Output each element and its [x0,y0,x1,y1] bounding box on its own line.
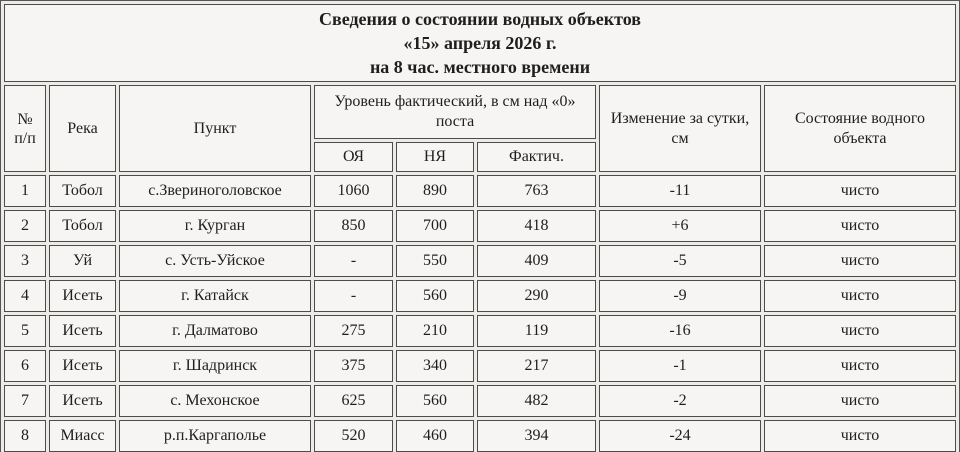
cell-change: -2 [599,385,761,417]
report-title-line3: на 8 час. местного времени [369,57,591,77]
report-title-line2: «15» апреля 2026 г. [403,33,557,53]
cell-nya: 700 [396,210,474,242]
cell-change: -1 [599,350,761,382]
column-header-level-group: Уровень фактический, в см над «0» поста [314,85,596,139]
cell-point: г. Катайск [119,280,311,312]
cell-nya: 560 [396,385,474,417]
report-title-cell [4,4,956,82]
cell-oya: - [314,280,393,312]
cell-oya: 275 [314,315,393,347]
table-row [4,245,956,277]
cell-status: чисто [764,315,956,347]
cell-oya: 375 [314,350,393,382]
cell-nya: 460 [396,420,474,452]
cell-fact: 763 [477,175,596,207]
cell-river: Тобол [49,210,116,242]
cell-fact: 418 [477,210,596,242]
cell-nya: 560 [396,280,474,312]
cell-river: Исеть [49,350,116,382]
cell-nya: 210 [396,315,474,347]
cell-oya: 625 [314,385,393,417]
cell-status: чисто [764,385,956,417]
cell-status: чисто [764,420,956,452]
report-title-line1: Сведения о состоянии водных объектов [318,9,642,29]
cell-status: чисто [764,210,956,242]
cell-river: Уй [49,245,116,277]
cell-oya: - [314,245,393,277]
cell-oya: 1060 [314,175,393,207]
cell-point: с.Звериноголовское [119,175,311,207]
cell-nya: 890 [396,175,474,207]
cell-num: 6 [4,350,46,382]
cell-fact: 409 [477,245,596,277]
cell-num: 4 [4,280,46,312]
cell-fact: 119 [477,315,596,347]
cell-point: г. Курган [119,210,311,242]
cell-change: -24 [599,420,761,452]
cell-oya: 850 [314,210,393,242]
cell-river: Исеть [49,315,116,347]
cell-fact: 482 [477,385,596,417]
table-row [4,280,956,312]
cell-change: -5 [599,245,761,277]
column-header-num-line1: № [17,110,33,128]
cell-status: чисто [764,175,956,207]
cell-num: 8 [4,420,46,452]
cell-river: Исеть [49,280,116,312]
cell-point: с. Мехонское [119,385,311,417]
cell-change: +6 [599,210,761,242]
table-row [4,210,956,242]
cell-river: Миасс [49,420,116,452]
column-header-fact: Фактич. [477,142,596,172]
cell-status: чисто [764,350,956,382]
column-header-river: Река [49,85,116,172]
column-header-num-line2: п/п [14,129,36,147]
column-header-point: Пункт [119,85,311,172]
cell-point: г. Далматово [119,315,311,347]
column-header-change: Изменение за сутки, см [599,85,761,172]
cell-nya: 340 [396,350,474,382]
column-header-oya: ОЯ [314,142,393,172]
table-row [4,315,956,347]
table-row [4,420,956,452]
cell-num: 1 [4,175,46,207]
cell-fact: 290 [477,280,596,312]
cell-num: 7 [4,385,46,417]
cell-point: с. Усть-Уйское [119,245,311,277]
table-row [4,385,956,417]
cell-change: -9 [599,280,761,312]
column-header-nya: НЯ [396,142,474,172]
table-row [4,175,956,207]
report-title-row [4,4,956,82]
cell-status: чисто [764,280,956,312]
cell-change: -16 [599,315,761,347]
cell-nya: 550 [396,245,474,277]
cell-point: г. Шадринск [119,350,311,382]
cell-num: 3 [4,245,46,277]
column-header-status: Состояние водного объекта [764,85,956,172]
cell-status: чисто [764,245,956,277]
table-header-row-main [4,85,956,139]
cell-point: р.п.Каргаполье [119,420,311,452]
cell-num: 5 [4,315,46,347]
table-row [4,350,956,382]
column-header-num [4,85,46,172]
cell-fact: 394 [477,420,596,452]
cell-oya: 520 [314,420,393,452]
cell-river: Тобол [49,175,116,207]
cell-change: -11 [599,175,761,207]
cell-river: Исеть [49,385,116,417]
cell-num: 2 [4,210,46,242]
cell-fact: 217 [477,350,596,382]
